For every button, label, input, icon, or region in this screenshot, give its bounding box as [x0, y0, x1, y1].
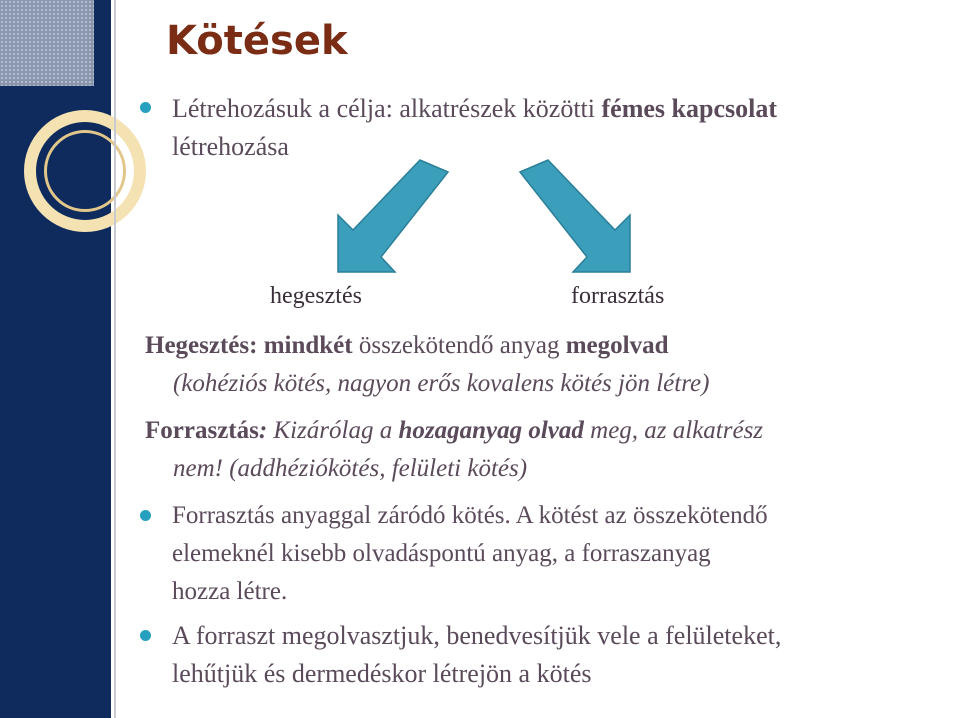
- bullet-2-line1: Forrasztás anyaggal záródó kötés. A kötést az összekötendő: [172, 502, 768, 529]
- slide-title: Kötések: [166, 18, 348, 64]
- bullet-1-bold: fémes kapcsolat: [601, 94, 777, 123]
- hegesztes-lead: Hegesztés: mindkét: [145, 332, 353, 359]
- bullet-dot: [140, 630, 151, 641]
- bullet-1-post: létrehozása: [172, 132, 289, 161]
- bullet-2-text: [172, 497, 932, 611]
- bullet-3-text: [172, 617, 932, 693]
- forrasztas-it3: nem!: [173, 455, 223, 482]
- hegesztes-mid: összekötendő anyag: [352, 332, 566, 359]
- forrasztas-paragraph: [145, 412, 945, 488]
- hegesztes-bold: megolvad: [565, 332, 669, 359]
- hegesztes-note: (kohéziós kötés, nagyon erős kovalens kötés jön létre): [173, 370, 710, 397]
- forrasztas-lead: Forrasztás: [145, 417, 259, 444]
- arrow-right-icon: [520, 160, 630, 272]
- forrasztas-bold-italic: hozaganyag olvad: [398, 417, 584, 444]
- hegesztes-paragraph: [145, 327, 945, 403]
- label-hegesztes: hegesztés: [270, 283, 362, 309]
- bullet-3-line2: lehűtjük és dermedéskor létrejön a kötés: [172, 659, 592, 688]
- forrasztas-it2: meg, az alkatrész: [583, 417, 764, 444]
- arrow-left-icon: [338, 160, 448, 272]
- label-forrasztas: forrasztás: [571, 283, 665, 309]
- bullet-1-pre: Létrehozásuk a célja: alkatrészek közötti: [172, 94, 602, 123]
- bullet-3-line1: A forraszt megolvasztjuk, benedvesítjük vele a felületeket,: [172, 621, 782, 650]
- forrasztas-it1: Kizárólag a: [267, 417, 399, 444]
- bullet-2-line2: elemeknél kisebb olvadáspontú anyag, a forraszanyag: [172, 540, 711, 567]
- forrasztas-note: (addhéziókötés, felületi kötés): [222, 455, 528, 482]
- forrasztas-colon: :: [258, 417, 268, 444]
- bullet-2-line3: hozza létre.: [172, 578, 288, 605]
- bullet-dot: [140, 510, 151, 521]
